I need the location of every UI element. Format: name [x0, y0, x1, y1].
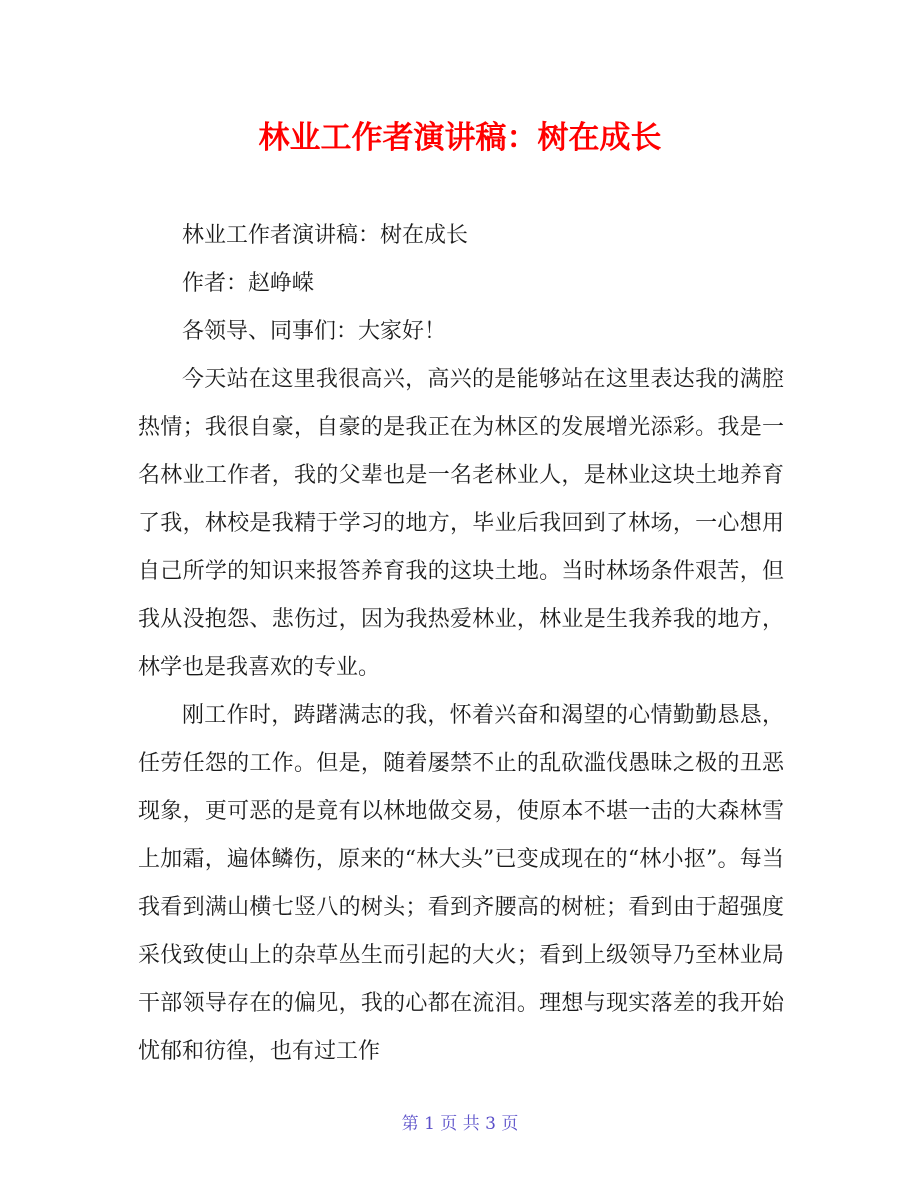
paragraph-author: 作者：赵峥嵘 — [182, 271, 315, 296]
page-footer: 第 1 页 共 3 页 — [401, 1114, 519, 1134]
document-body — [138, 212, 784, 1076]
paragraph-body: 今天站在这里我很高兴，高兴的是能够站在这里表达我的满腔热情；我很自豪，自豪的是我正在为林区的发展增光添彩。我是一名林业工作者，我的父辈也是一名老林业人，是林业这块土地养育了我，林校是我精于学习的地方，毕业后我回到了林场，一心想用自己所学的知识来报答养育我的这块土地。当时林场条件艰苦，但我从没抱怨、悲伤过，因为我热爱林业，林业是生我养我的地方，林学也是我喜欢的专业。 — [138, 367, 784, 680]
paragraph-greeting: 各领导、同事们：大家好！ — [182, 319, 447, 344]
paragraph-heading: 林业工作者演讲稿：树在成长 — [182, 223, 469, 248]
paragraph-body: 刚工作时，踌躇满志的我，怀着兴奋和渴望的心情勤勤恳恳，任劳任怨的工作。但是，随着屡禁不止的乱砍滥伐愚昧之极的丑恶现象，更可恶的是竟有以林地做交易，使原本不堪一击的大森林雪上加霜，遍体鳞伤，原来的“林大头”已变成现在的“林小抠”。每当我看到满山横七竖八的树头；看到齐腰高的树桩；看到由于超强度采伐致使山上的杂草丛生而引起的大火；看到上级领导乃至林业局干部领导存在的偏见，我的心都在流泪。理想与现实落差的我开始忧郁和彷徨，也有过工作 — [138, 703, 784, 1064]
document-title: 林业工作者演讲稿：树在成长 — [258, 120, 662, 156]
